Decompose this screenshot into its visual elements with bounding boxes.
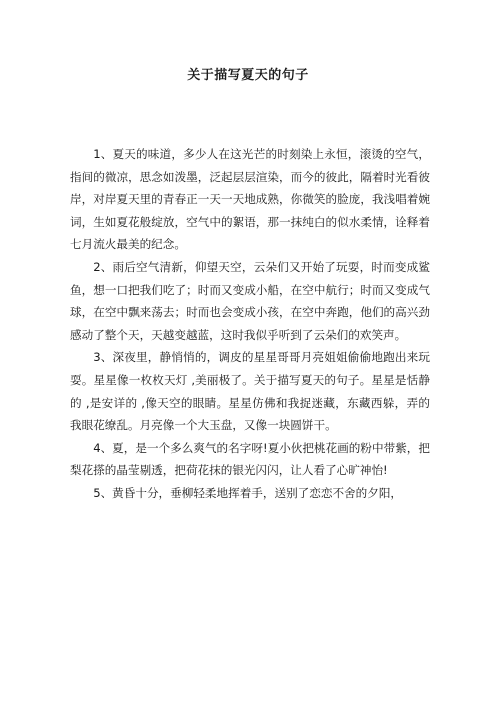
paragraph-1: 1、夏天的味道，多少人在这光芒的时刻染上永恒，滚烫的空气，指间的微凉，思念如泼墨，泛起层层渲染，而今的彼此，隔着时光看彼岸，对岸夏天里的青春正一天一天地成熟，你微笑的脸庞，我浅唱着婉词，生如夏花般绽放，空气中的絮语，那一抹纯白的似水柔情，诠释着七月流火最美的纪念。 xyxy=(70,147,430,252)
paragraph-5: 5、黄昏十分，垂柳轻柔地挥着手，送别了恋恋不舍的夕阳， xyxy=(93,485,403,500)
paragraph-4: 4、夏，是一个多么爽气的名字呀!夏小伙把桃花画的粉中带紫，把梨花搽的晶莹剔透，把荷花抹的银光闪闪，让人看了心旷神怡! xyxy=(70,440,430,478)
paragraph-2: 2、雨后空气清新，仰望天空，云朵们又开始了玩耍，时而变成鲨鱼，想一口把我们吃了；时而又变成小船，在空中航行；时而又变成气球，在空中飘来荡去；时而也会变成小孩，在空中奔跑，他们的高兴劲感动了整个天，天越变越蓝，这时我似乎听到了云朵们的欢笑声。 xyxy=(70,259,430,342)
document-body xyxy=(70,143,430,505)
document-title: 关于描写夏天的句子 xyxy=(187,68,309,83)
paragraph-3: 3、深夜里，静悄悄的，调皮的星星哥哥月亮姐姐偷偷地跑出来玩耍。星星像一枚枚天灯 ,美丽极了。关于描写夏天的句子。星星是恬静的 ,是安详的 ,像天空的眼睛。星星仿佛和我捉迷藏，东藏西躲，弄的我眼花缭乱。月亮像一个大玉盘，又像一块圆饼干。 xyxy=(70,350,430,433)
